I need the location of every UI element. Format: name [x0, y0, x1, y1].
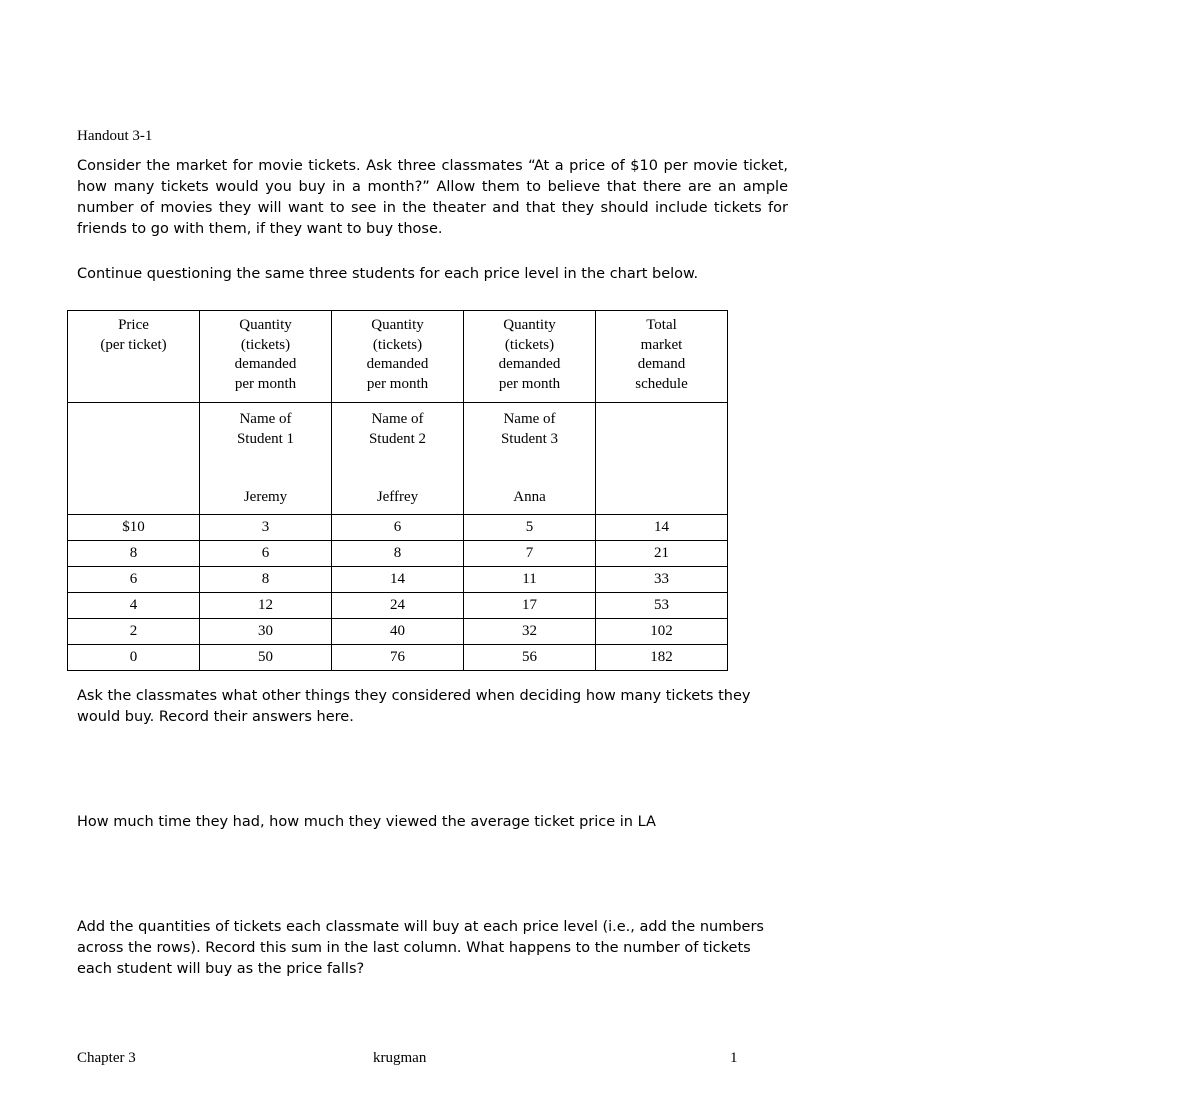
header-text: per month	[498, 375, 561, 392]
handout-title: Handout 3-1	[77, 128, 153, 144]
total-cell: 21	[596, 541, 728, 567]
quantity-cell: 11	[464, 567, 596, 593]
student-label	[332, 409, 463, 449]
header-text: demand	[637, 356, 686, 372]
header-student-2-quantity	[332, 311, 464, 403]
price-cell: 2	[68, 619, 200, 645]
continue-instruction: Continue questioning the same three students for each price level in the chart below.	[77, 266, 699, 282]
student-3-name-cell	[464, 403, 596, 515]
student-label-line: Student 1	[236, 431, 295, 447]
student-label	[200, 409, 331, 449]
student-2-name-cell	[332, 403, 464, 515]
names-empty-cell	[596, 403, 728, 515]
header-text: Total	[646, 317, 677, 333]
header-text: Quantity	[503, 317, 556, 333]
table-row	[68, 619, 728, 645]
quantity-cell: 3	[200, 515, 332, 541]
intro-paragraph: Consider the market for movie tickets. Ask three classmates “At a price of $10 per movie ticket, how many tickets would you buy in a month?” Allow them to believe that there are an ample number of movies they will want to see in the theater and that they should include tickets for friends to go with them, if they want to buy those.	[77, 158, 788, 237]
price-cell: $10	[68, 515, 200, 541]
student-label-line: Name of	[239, 411, 292, 427]
header-text: Quantity	[371, 317, 424, 333]
quantity-cell: 8	[200, 567, 332, 593]
header-student-3-quantity	[464, 311, 596, 403]
demand-schedule-table	[67, 310, 728, 671]
header-text: demanded	[366, 356, 429, 372]
quantity-cell: 12	[200, 593, 332, 619]
ask-instruction: Ask the classmates what other things they considered when deciding how many tickets they would buy. Record their answers here.	[77, 688, 751, 725]
total-cell: 182	[596, 645, 728, 671]
table-row	[68, 567, 728, 593]
quantity-cell: 40	[332, 619, 464, 645]
header-price	[68, 311, 200, 403]
student-1-name-cell	[200, 403, 332, 515]
student-answer: How much time they had, how much they viewed the average ticket price in LA	[77, 814, 656, 830]
footer-author: krugman	[373, 1050, 427, 1066]
header-text: (tickets)	[240, 336, 291, 353]
names-empty-cell	[68, 403, 200, 515]
total-cell: 33	[596, 567, 728, 593]
quantity-cell: 76	[332, 645, 464, 671]
quantity-cell: 50	[200, 645, 332, 671]
header-text: demanded	[498, 356, 561, 372]
header-text: per month	[366, 375, 429, 392]
header-text: (tickets)	[372, 336, 423, 353]
header-text: Price	[118, 317, 149, 333]
table-header-row	[68, 311, 728, 403]
student-label-line: Student 3	[500, 431, 559, 447]
table-row	[68, 515, 728, 541]
student-label-line: Name of	[371, 411, 424, 427]
quantity-cell: 5	[464, 515, 596, 541]
price-cell: 8	[68, 541, 200, 567]
total-cell: 53	[596, 593, 728, 619]
header-text: Quantity	[239, 317, 292, 333]
student-label	[464, 409, 595, 449]
quantity-cell: 7	[464, 541, 596, 567]
student-3-name: Anna	[513, 489, 546, 505]
header-student-1-quantity	[200, 311, 332, 403]
price-cell: 0	[68, 645, 200, 671]
quantity-cell: 32	[464, 619, 596, 645]
header-text: (per ticket)	[100, 336, 167, 353]
table-row	[68, 541, 728, 567]
header-text: per month	[234, 375, 297, 392]
table-row	[68, 593, 728, 619]
add-instruction: Add the quantities of tickets each classmate will buy at each price level (i.e., add the numbers across the rows). Record this sum in the last column. What happens to the number of tickets each student will buy as the price falls?	[77, 919, 764, 977]
header-total-demand	[596, 311, 728, 403]
header-text: demanded	[234, 356, 297, 372]
quantity-cell: 30	[200, 619, 332, 645]
quantity-cell: 6	[200, 541, 332, 567]
student-label-line: Name of	[503, 411, 556, 427]
quantity-cell: 24	[332, 593, 464, 619]
table-row	[68, 645, 728, 671]
quantity-cell: 14	[332, 567, 464, 593]
student-2-name: Jeffrey	[376, 489, 419, 505]
header-text: schedule	[635, 375, 688, 392]
quantity-cell: 8	[332, 541, 464, 567]
student-label-line: Student 2	[368, 431, 427, 447]
header-text: (tickets)	[504, 336, 555, 353]
quantity-cell: 17	[464, 593, 596, 619]
quantity-cell: 56	[464, 645, 596, 671]
price-cell: 6	[68, 567, 200, 593]
price-cell: 4	[68, 593, 200, 619]
header-text: market	[640, 336, 683, 353]
footer-chapter: Chapter 3	[77, 1050, 136, 1066]
student-1-name: Jeremy	[243, 489, 288, 505]
student-names-row	[68, 403, 728, 515]
total-cell: 102	[596, 619, 728, 645]
total-cell: 14	[596, 515, 728, 541]
quantity-cell: 6	[332, 515, 464, 541]
footer-page-number: 1	[730, 1050, 738, 1066]
